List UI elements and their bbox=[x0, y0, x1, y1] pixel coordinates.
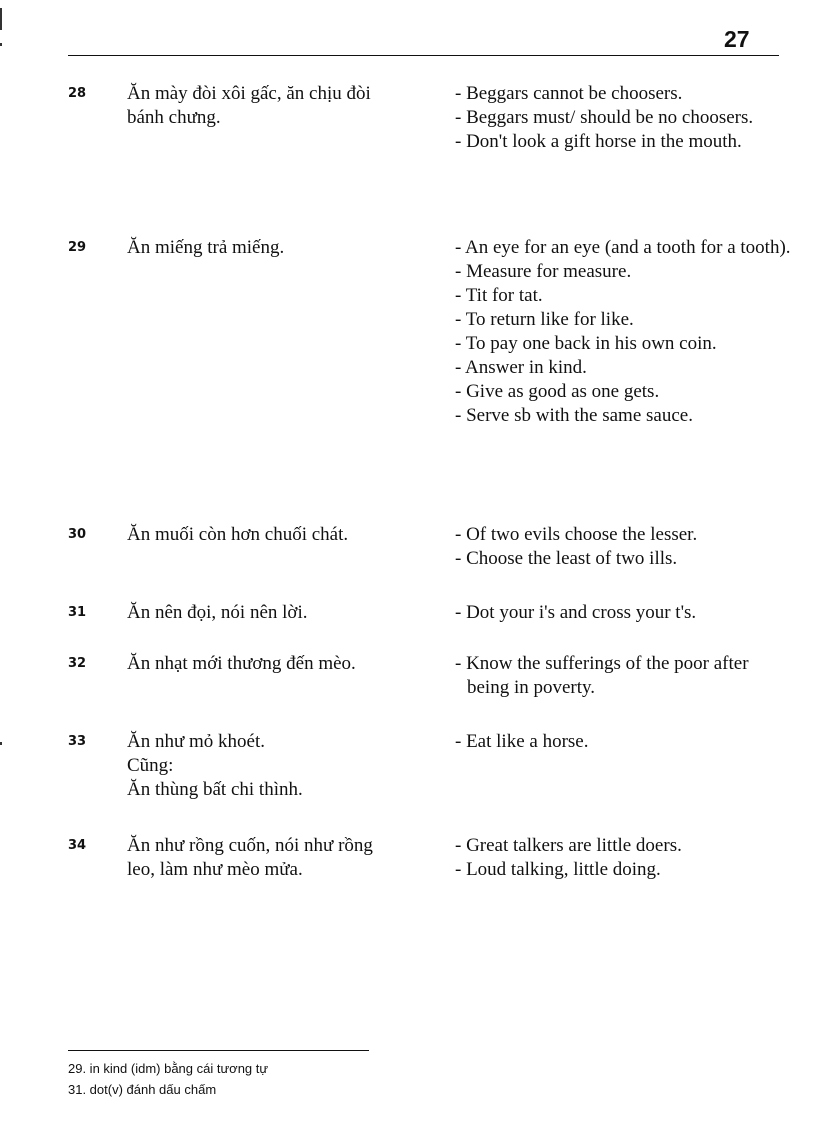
english-line: - Tit for tat. bbox=[455, 285, 543, 306]
vietnamese-proverb bbox=[127, 523, 467, 547]
footnote: 31. dot(v) đánh dấu chấm bbox=[68, 1082, 217, 1097]
vietnamese-line: Ăn như mỏ khoét. bbox=[127, 731, 266, 752]
footnotes bbox=[68, 1058, 268, 1100]
entry-number: 29 bbox=[68, 240, 87, 255]
english-line: - Give as good as one gets. bbox=[455, 381, 660, 402]
entry-number: 31 bbox=[68, 605, 87, 620]
english-line: - Don't look a gift horse in the mouth. bbox=[455, 131, 742, 152]
english-equivalents bbox=[455, 236, 795, 428]
english-line: - Beggars must/ should be no choosers. bbox=[455, 107, 754, 128]
vietnamese-line: leo, làm như mèo mửa. bbox=[127, 859, 303, 880]
vietnamese-line: Ăn mày đòi xôi gấc, ăn chịu đòi bbox=[127, 83, 371, 104]
english-line: - Beggars cannot be choosers. bbox=[455, 83, 683, 104]
english-equivalents bbox=[455, 834, 795, 882]
header-rule bbox=[68, 55, 779, 56]
english-line: - Great talkers are little doers. bbox=[455, 835, 682, 856]
entry-number: 30 bbox=[68, 527, 87, 542]
entry-number: 34 bbox=[68, 838, 87, 853]
english-line: - Eat like a horse. bbox=[455, 731, 589, 752]
vietnamese-proverb bbox=[127, 730, 467, 802]
vietnamese-proverb bbox=[127, 652, 467, 676]
entry-number: 33 bbox=[68, 734, 87, 749]
footnote: 29. in kind (idm) bằng cái tương tự bbox=[68, 1061, 269, 1076]
english-line: - Of two evils choose the lesser. bbox=[455, 524, 698, 545]
english-line: - Choose the least of two ills. bbox=[455, 548, 678, 569]
edge-mark bbox=[0, 43, 2, 46]
english-line: - Serve sb with the same sauce. bbox=[455, 405, 693, 426]
vietnamese-line: Cũng: bbox=[127, 755, 174, 776]
vietnamese-line: Ăn nhạt mới thương đến mèo. bbox=[127, 653, 356, 674]
vietnamese-line: Ăn miếng trả miếng. bbox=[127, 237, 285, 258]
english-line: - To pay one back in his own coin. bbox=[455, 333, 717, 354]
vietnamese-line: Ăn nên đọi, nói nên lời. bbox=[127, 602, 308, 623]
vietnamese-line: bánh chưng. bbox=[127, 107, 221, 128]
english-line: - Dot your i's and cross your t's. bbox=[455, 602, 697, 623]
vietnamese-line: Ăn muối còn hơn chuối chát. bbox=[127, 524, 349, 545]
english-line: - Loud talking, little doing. bbox=[455, 859, 661, 880]
footnote-rule bbox=[68, 1050, 369, 1051]
english-line: - An eye for an eye (and a tooth for a tooth). bbox=[455, 237, 791, 258]
vietnamese-line: Ăn như rồng cuốn, nói như rồng bbox=[127, 835, 373, 856]
english-equivalents bbox=[455, 82, 765, 154]
entry-number: 32 bbox=[68, 656, 87, 671]
vietnamese-proverb bbox=[127, 82, 467, 130]
english-equivalents bbox=[455, 652, 795, 700]
edge-mark bbox=[0, 742, 2, 745]
edge-mark bbox=[0, 8, 2, 30]
vietnamese-proverb bbox=[127, 601, 467, 625]
english-line: - Measure for measure. bbox=[455, 261, 632, 282]
english-equivalents bbox=[455, 730, 795, 754]
english-equivalents bbox=[455, 601, 795, 625]
english-equivalents bbox=[455, 523, 795, 571]
english-line: - To return like for like. bbox=[455, 309, 634, 330]
english-line: - Know the sufferings of the poor after being in poverty. bbox=[455, 653, 749, 698]
vietnamese-proverb bbox=[127, 834, 467, 882]
entry-number: 28 bbox=[68, 86, 87, 101]
vietnamese-proverb bbox=[127, 236, 467, 260]
vietnamese-line: Ăn thùng bất chi thình. bbox=[127, 779, 303, 800]
page-number: 27 bbox=[724, 26, 750, 52]
english-line: - Answer in kind. bbox=[455, 357, 587, 378]
